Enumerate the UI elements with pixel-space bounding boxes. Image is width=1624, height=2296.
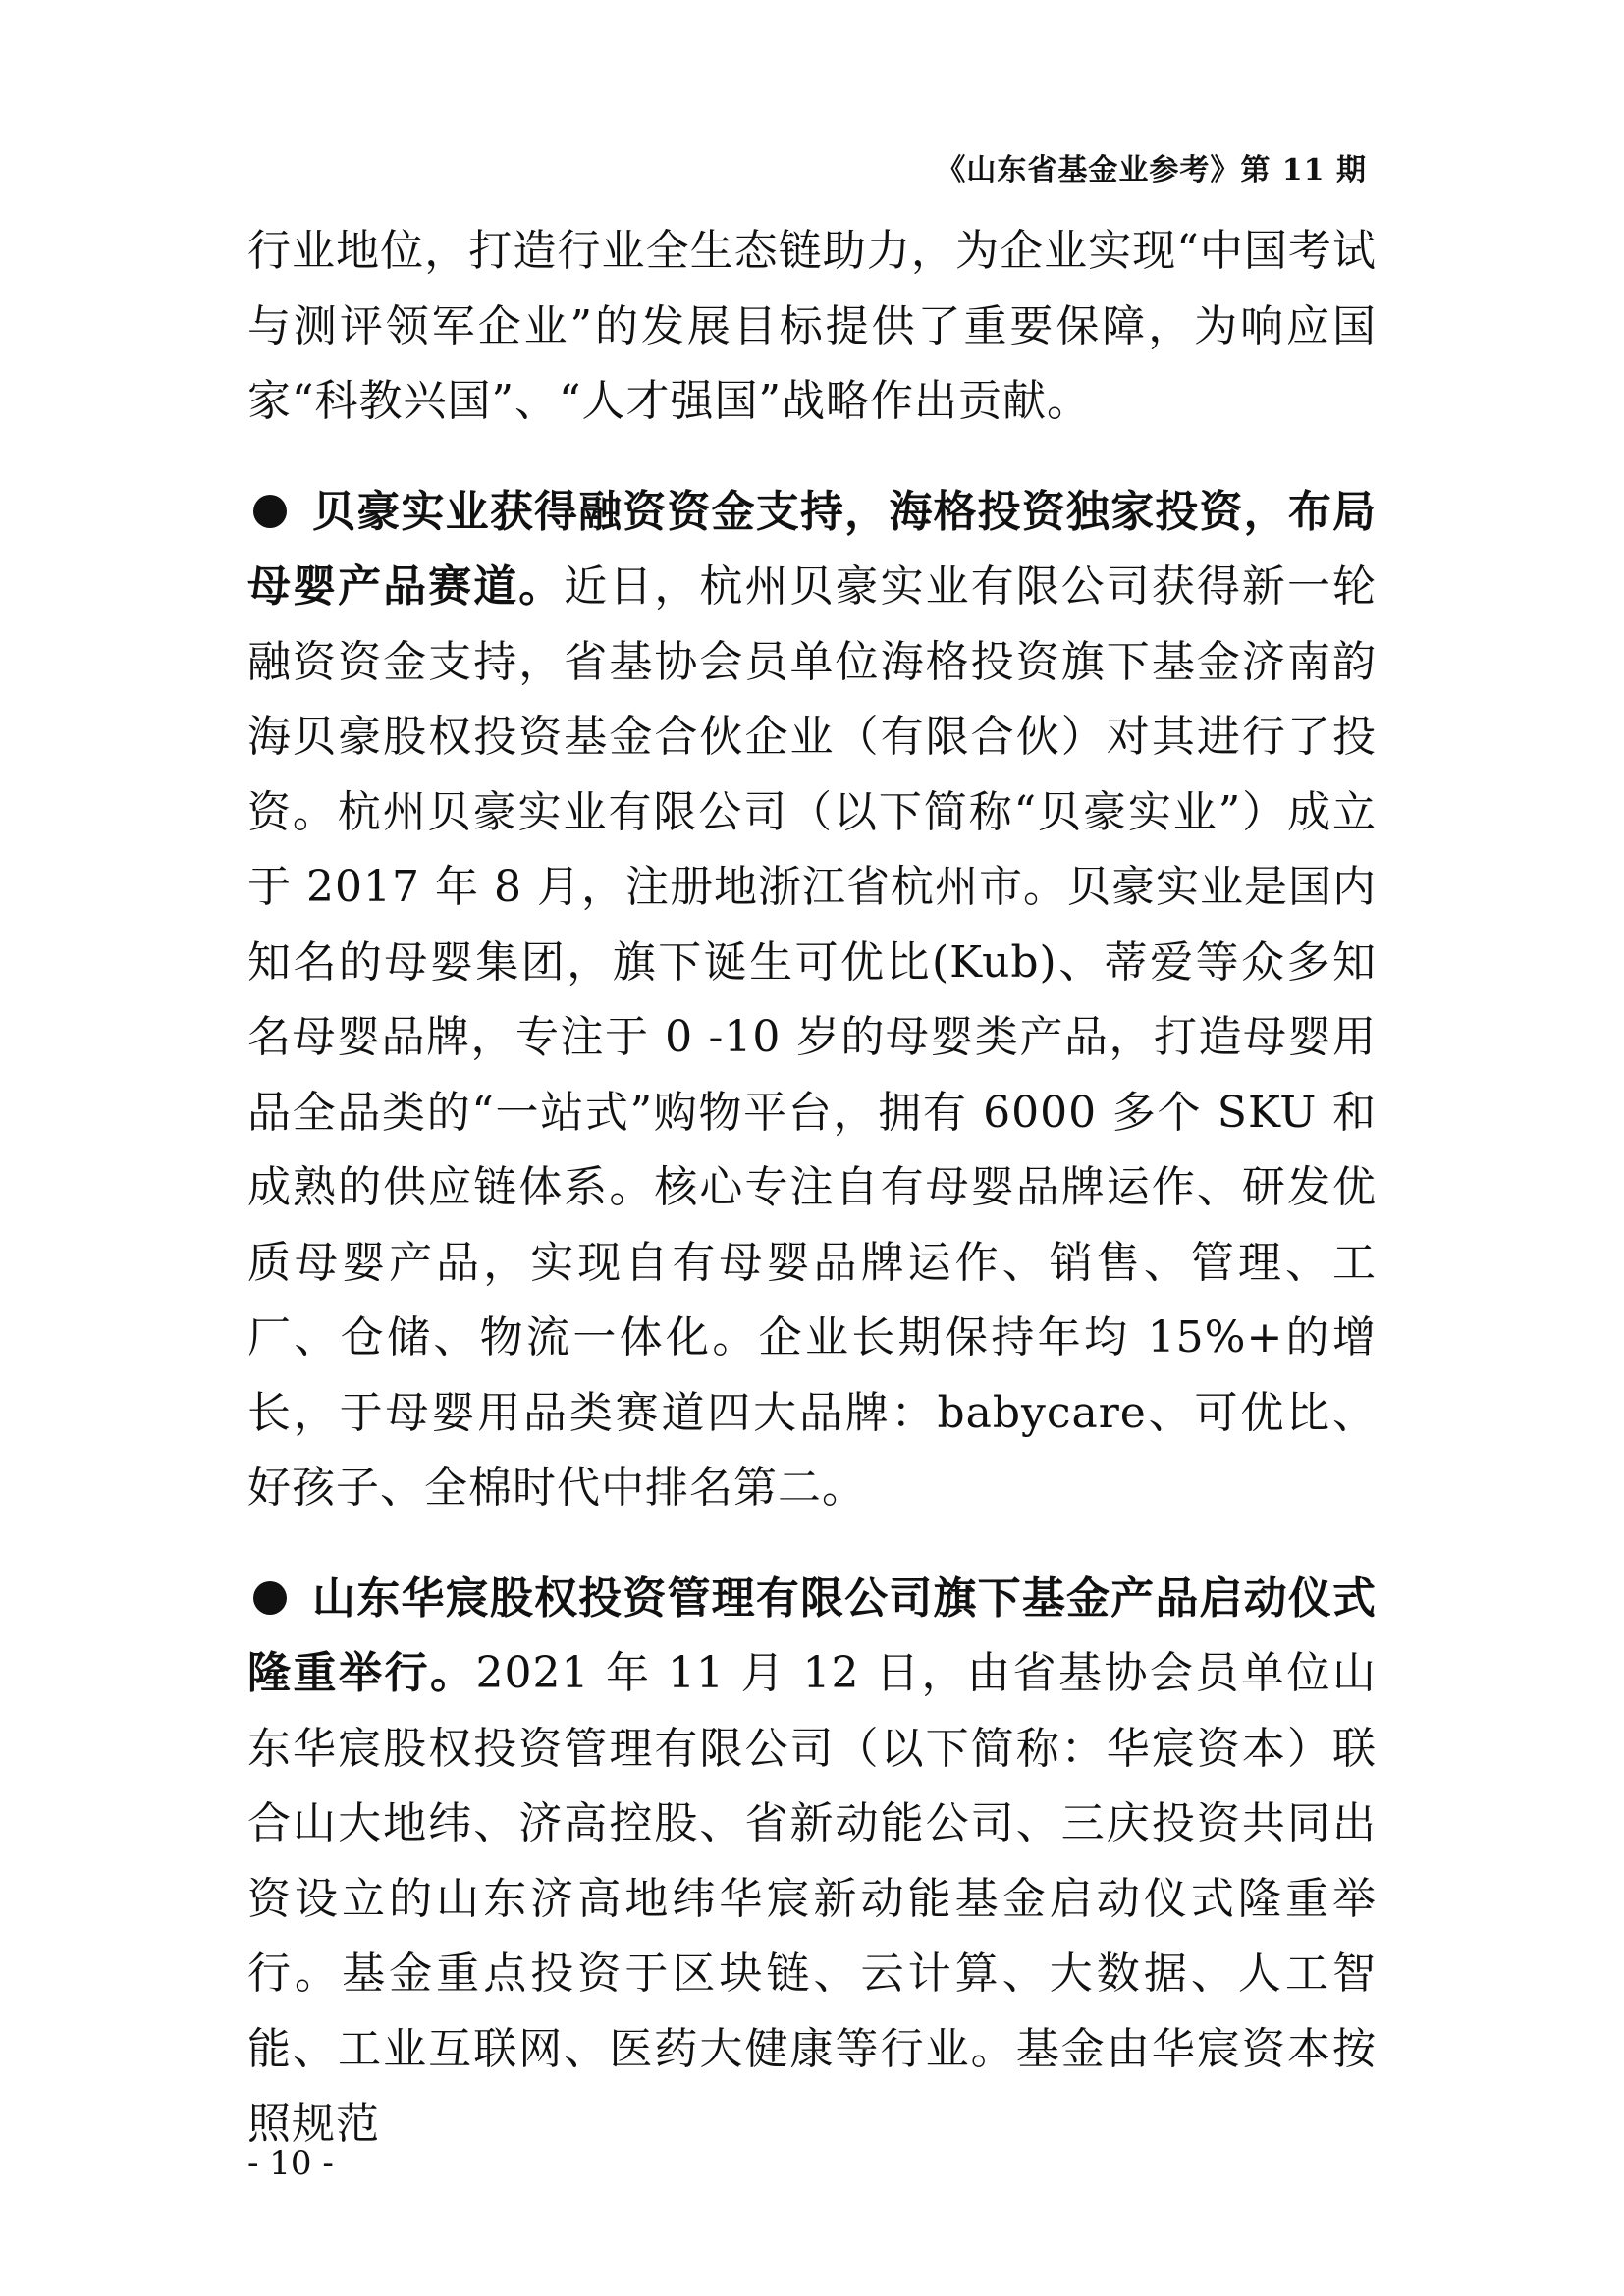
paragraph-continued: 行业地位，打造行业全生态链助力，为企业实现“中国考试与测评领军企业”的发展目标提供了重要保障，为响应国家“科教兴国”、“人才强国”战略作出贡献。 <box>247 226 1377 426</box>
bullet-dot-icon <box>253 495 287 528</box>
news-item-body: 近日，杭州贝豪实业有限公司获得新一轮融资资金支持，省基协会员单位海格投资旗下基金济南韵海贝豪股权投资基金合伙企业（有限合伙）对其进行了投资。杭州贝豪实业有限公司（以下简称“贝豪实业”）成立于 2017 年 8 月，注册地浙江省杭州市。贝豪实业是国内知名的母婴集团，旗下诞生可优比(Kub)、蒂爱等众多知名母婴品牌，专注于 0 -10 岁的母婴类产品，打造母婴用品全品类的“一站式”购物平台，拥有 6000 多个 SKU 和成熟的供应链体系。核心专注自有母婴品牌运作、研发优质母婴产品，实现自有母婴品牌运作、销售、管理、工厂、仓储、物流一体化。企业长期保持年均 15%+的增长，于母婴用品类赛道四大品牌：babycare、可优比、好孩子、全棉时代中排名第二。 <box>247 561 1378 1513</box>
news-item-headline: 山东华宸股权投资管理有限公司旗下基金产品启动仪式隆重举行。 <box>247 1573 1377 1698</box>
news-item-body: 2021 年 11 月 12 日，由省基协会员单位山东华宸股权投资管理有限公司（以下简称：华宸资本）联合山大地纬、济高控股、省新动能公司、三庆投资共同出资设立的山东济高地纬华宸新动能基金启动仪式隆重举行。基金重点投资于区块链、云计算、大数据、人工智能、工业互联网、医药大健康等行业。基金由华宸资本按照规范 <box>247 1648 1377 2149</box>
news-item-headline: 贝豪实业获得融资资金支持，海格投资独家投资，布局母婴产品赛道。 <box>247 486 1377 612</box>
page-number: - 10 - <box>247 2144 334 2183</box>
bullet-dot-icon <box>253 1581 287 1615</box>
article-body <box>247 214 1377 2198</box>
news-item-huachen <box>247 1562 1377 2163</box>
news-item-beihao <box>247 475 1377 1526</box>
running-header: 《山东省基金业参考》第 11 期 <box>936 153 1367 187</box>
